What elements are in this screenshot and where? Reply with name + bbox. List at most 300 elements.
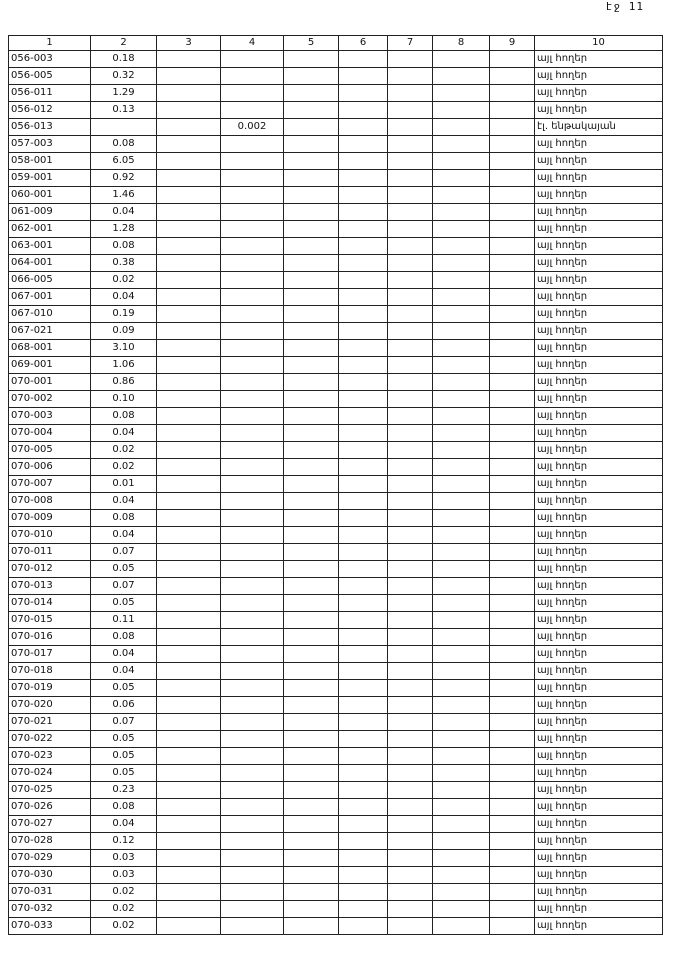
cell-c3 (157, 663, 221, 680)
cell-c6 (339, 187, 388, 204)
cell-c10: այլ հողեր (535, 884, 663, 901)
cell-c1: 064-001 (9, 255, 91, 272)
cell-c4: 0.002 (221, 119, 284, 136)
cell-c3 (157, 442, 221, 459)
cell-c1: 070-015 (9, 612, 91, 629)
cell-c5 (284, 255, 339, 272)
cell-c3 (157, 425, 221, 442)
cell-c7 (388, 816, 433, 833)
cell-c1: 061-009 (9, 204, 91, 221)
cell-c2: 0.08 (91, 136, 157, 153)
cell-c10: այլ հողեր (535, 527, 663, 544)
cell-c8 (433, 629, 490, 646)
cell-c4 (221, 476, 284, 493)
cell-c10: այլ հողեր (535, 765, 663, 782)
cell-c2: 0.07 (91, 544, 157, 561)
cell-c1: 056-005 (9, 68, 91, 85)
cell-c7 (388, 306, 433, 323)
table-row (9, 425, 663, 442)
cell-c8 (433, 765, 490, 782)
cell-c2: 0.03 (91, 867, 157, 884)
cell-c3 (157, 408, 221, 425)
cell-c2: 0.08 (91, 799, 157, 816)
cell-c8 (433, 867, 490, 884)
cell-c1: 070-004 (9, 425, 91, 442)
cell-c10: այլ հողեր (535, 357, 663, 374)
cell-c10: այլ հողեր (535, 544, 663, 561)
cell-c1: 070-003 (9, 408, 91, 425)
cell-c10: այլ հողեր (535, 255, 663, 272)
cell-c10: այլ հողեր (535, 391, 663, 408)
cell-c6 (339, 595, 388, 612)
cell-c8 (433, 782, 490, 799)
cell-c9 (490, 170, 535, 187)
cell-c9 (490, 731, 535, 748)
cell-c3 (157, 578, 221, 595)
cell-c7 (388, 714, 433, 731)
table-row (9, 867, 663, 884)
table-row (9, 816, 663, 833)
cell-c9 (490, 85, 535, 102)
table-row (9, 901, 663, 918)
cell-c6 (339, 391, 388, 408)
cell-c3 (157, 765, 221, 782)
cell-c2: 0.04 (91, 289, 157, 306)
cell-c8 (433, 459, 490, 476)
table-row (9, 595, 663, 612)
cell-c1: 056-011 (9, 85, 91, 102)
cell-c2: 1.29 (91, 85, 157, 102)
cell-c5 (284, 68, 339, 85)
cell-c2: 0.10 (91, 391, 157, 408)
cell-c7 (388, 476, 433, 493)
cell-c1: 070-016 (9, 629, 91, 646)
cell-c6 (339, 663, 388, 680)
cell-c9 (490, 578, 535, 595)
page-number: էջ 11 (605, 0, 644, 13)
cell-c6 (339, 170, 388, 187)
cell-c4 (221, 680, 284, 697)
cell-c8 (433, 544, 490, 561)
cell-c7 (388, 51, 433, 68)
cell-c1: 070-019 (9, 680, 91, 697)
cell-c5 (284, 799, 339, 816)
cell-c9 (490, 663, 535, 680)
cell-c9 (490, 680, 535, 697)
cell-c3 (157, 629, 221, 646)
cell-c2: 0.02 (91, 884, 157, 901)
cell-c4 (221, 238, 284, 255)
cell-c9 (490, 765, 535, 782)
cell-c5 (284, 374, 339, 391)
table-body (9, 51, 663, 935)
cell-c6 (339, 527, 388, 544)
cell-c5 (284, 119, 339, 136)
cell-c3 (157, 153, 221, 170)
cell-c2: 0.04 (91, 204, 157, 221)
cell-c1: 070-022 (9, 731, 91, 748)
cell-c5 (284, 901, 339, 918)
cell-c4 (221, 459, 284, 476)
cell-c5 (284, 238, 339, 255)
cell-c7 (388, 595, 433, 612)
table-row (9, 680, 663, 697)
cell-c1: 070-010 (9, 527, 91, 544)
cell-c1: 070-007 (9, 476, 91, 493)
cell-c8 (433, 323, 490, 340)
cell-c10: այլ հողեր (535, 221, 663, 238)
cell-c3 (157, 119, 221, 136)
cell-c7 (388, 153, 433, 170)
cell-c1: 056-013 (9, 119, 91, 136)
cell-c7 (388, 221, 433, 238)
cell-c2: 0.04 (91, 646, 157, 663)
cell-c5 (284, 748, 339, 765)
cell-c9 (490, 544, 535, 561)
cell-c4 (221, 612, 284, 629)
cell-c10: այլ հողեր (535, 612, 663, 629)
cell-c5 (284, 714, 339, 731)
cell-c3 (157, 833, 221, 850)
cell-c9 (490, 221, 535, 238)
cell-c1: 070-029 (9, 850, 91, 867)
cell-c8 (433, 578, 490, 595)
cell-c9 (490, 306, 535, 323)
cell-c1: 056-003 (9, 51, 91, 68)
cell-c5 (284, 323, 339, 340)
cell-c7 (388, 561, 433, 578)
cell-c5 (284, 527, 339, 544)
cell-c10: այլ հողեր (535, 459, 663, 476)
cell-c8 (433, 391, 490, 408)
cell-c5 (284, 646, 339, 663)
cell-c6 (339, 459, 388, 476)
cell-c6 (339, 289, 388, 306)
cell-c1: 067-001 (9, 289, 91, 306)
cell-c9 (490, 833, 535, 850)
cell-c9 (490, 459, 535, 476)
cell-c4 (221, 782, 284, 799)
cell-c4 (221, 153, 284, 170)
cell-c4 (221, 272, 284, 289)
cell-c3 (157, 612, 221, 629)
cell-c2: 0.04 (91, 527, 157, 544)
cell-c3 (157, 697, 221, 714)
cell-c5 (284, 153, 339, 170)
cell-c8 (433, 799, 490, 816)
cell-c3 (157, 187, 221, 204)
cell-c6 (339, 425, 388, 442)
cell-c7 (388, 629, 433, 646)
cell-c3 (157, 68, 221, 85)
cell-c4 (221, 799, 284, 816)
cell-c4 (221, 748, 284, 765)
cell-c8 (433, 408, 490, 425)
cell-c8 (433, 748, 490, 765)
cell-c4 (221, 442, 284, 459)
cell-c9 (490, 255, 535, 272)
cell-c4 (221, 323, 284, 340)
table-row (9, 884, 663, 901)
cell-c9 (490, 493, 535, 510)
cell-c3 (157, 255, 221, 272)
table-row (9, 340, 663, 357)
cell-c9 (490, 425, 535, 442)
header-cell: 8 (433, 36, 490, 51)
cell-c1: 070-024 (9, 765, 91, 782)
cell-c1: 070-002 (9, 391, 91, 408)
cell-c1: 070-001 (9, 374, 91, 391)
cell-c7 (388, 408, 433, 425)
cell-c6 (339, 731, 388, 748)
cell-c2: 1.46 (91, 187, 157, 204)
cell-c1: 059-001 (9, 170, 91, 187)
cell-c10: այլ հողեր (535, 51, 663, 68)
cell-c4 (221, 884, 284, 901)
table-row (9, 102, 663, 119)
cell-c5 (284, 697, 339, 714)
cell-c10: այլ հողեր (535, 442, 663, 459)
cell-c8 (433, 187, 490, 204)
cell-c3 (157, 136, 221, 153)
cell-c7 (388, 510, 433, 527)
cell-c10: այլ հողեր (535, 323, 663, 340)
cell-c3 (157, 901, 221, 918)
cell-c10: այլ հողեր (535, 510, 663, 527)
cell-c7 (388, 272, 433, 289)
cell-c5 (284, 493, 339, 510)
cell-c9 (490, 374, 535, 391)
header-cell: 7 (388, 36, 433, 51)
cell-c7 (388, 136, 433, 153)
cell-c8 (433, 663, 490, 680)
cell-c1: 068-001 (9, 340, 91, 357)
cell-c2: 0.04 (91, 816, 157, 833)
cell-c6 (339, 272, 388, 289)
cell-c7 (388, 102, 433, 119)
cell-c8 (433, 170, 490, 187)
cell-c4 (221, 340, 284, 357)
cell-c4 (221, 578, 284, 595)
cell-c5 (284, 816, 339, 833)
cell-c8 (433, 204, 490, 221)
cell-c8 (433, 731, 490, 748)
cell-c2: 0.05 (91, 748, 157, 765)
cell-c4 (221, 204, 284, 221)
cell-c9 (490, 629, 535, 646)
cell-c3 (157, 459, 221, 476)
cell-c8 (433, 918, 490, 935)
cell-c6 (339, 782, 388, 799)
cell-c6 (339, 884, 388, 901)
cell-c5 (284, 544, 339, 561)
cell-c2: 0.09 (91, 323, 157, 340)
cell-c8 (433, 646, 490, 663)
cell-c7 (388, 425, 433, 442)
cell-c5 (284, 833, 339, 850)
cell-c7 (388, 901, 433, 918)
header-row (9, 36, 663, 51)
cell-c6 (339, 255, 388, 272)
table-row (9, 493, 663, 510)
table-row (9, 782, 663, 799)
cell-c4 (221, 357, 284, 374)
cell-c8 (433, 306, 490, 323)
cell-c2: 0.04 (91, 425, 157, 442)
cell-c5 (284, 102, 339, 119)
cell-c9 (490, 901, 535, 918)
cell-c6 (339, 646, 388, 663)
cell-c2: 0.19 (91, 306, 157, 323)
table-row (9, 170, 663, 187)
cell-c10: այլ հողեր (535, 289, 663, 306)
cell-c5 (284, 221, 339, 238)
cell-c3 (157, 170, 221, 187)
cell-c8 (433, 357, 490, 374)
cell-c5 (284, 918, 339, 935)
cell-c4 (221, 816, 284, 833)
cell-c10: այլ հողեր (535, 816, 663, 833)
cell-c9 (490, 187, 535, 204)
cell-c6 (339, 442, 388, 459)
cell-c2: 0.02 (91, 901, 157, 918)
cell-c6 (339, 408, 388, 425)
cell-c3 (157, 867, 221, 884)
table-row (9, 663, 663, 680)
cell-c10: այլ հողեր (535, 340, 663, 357)
cell-c7 (388, 85, 433, 102)
cell-c7 (388, 459, 433, 476)
cell-c3 (157, 238, 221, 255)
cell-c8 (433, 255, 490, 272)
cell-c1: 070-014 (9, 595, 91, 612)
cell-c5 (284, 340, 339, 357)
cell-c5 (284, 85, 339, 102)
cell-c9 (490, 799, 535, 816)
cell-c1: 070-006 (9, 459, 91, 476)
cell-c9 (490, 289, 535, 306)
cell-c6 (339, 340, 388, 357)
cell-c6 (339, 901, 388, 918)
cell-c8 (433, 51, 490, 68)
header-cell: 1 (9, 36, 91, 51)
cell-c4 (221, 646, 284, 663)
cell-c10: այլ հողեր (535, 714, 663, 731)
cell-c8 (433, 595, 490, 612)
cell-c7 (388, 187, 433, 204)
cell-c7 (388, 680, 433, 697)
cell-c4 (221, 408, 284, 425)
cell-c8 (433, 238, 490, 255)
cell-c7 (388, 578, 433, 595)
cell-c6 (339, 119, 388, 136)
table-row (9, 646, 663, 663)
cell-c9 (490, 816, 535, 833)
table-row (9, 85, 663, 102)
cell-c8 (433, 221, 490, 238)
cell-c3 (157, 646, 221, 663)
cell-c2: 0.38 (91, 255, 157, 272)
cell-c5 (284, 850, 339, 867)
cell-c9 (490, 119, 535, 136)
cell-c7 (388, 697, 433, 714)
table-row (9, 119, 663, 136)
cell-c7 (388, 884, 433, 901)
cell-c8 (433, 901, 490, 918)
cell-c4 (221, 697, 284, 714)
cell-c2: 0.86 (91, 374, 157, 391)
cell-c3 (157, 272, 221, 289)
cell-c7 (388, 527, 433, 544)
cell-c1: 070-017 (9, 646, 91, 663)
cell-c2: 0.02 (91, 272, 157, 289)
cell-c3 (157, 816, 221, 833)
cell-c10: այլ հողեր (535, 187, 663, 204)
cell-c3 (157, 748, 221, 765)
table-row (9, 918, 663, 935)
cell-c10: այլ հողեր (535, 629, 663, 646)
cell-c6 (339, 510, 388, 527)
cell-c10: այլ հողեր (535, 578, 663, 595)
cell-c8 (433, 527, 490, 544)
cell-c6 (339, 918, 388, 935)
cell-c1: 070-018 (9, 663, 91, 680)
cell-c8 (433, 68, 490, 85)
cell-c10: այլ հողեր (535, 136, 663, 153)
cell-c8 (433, 289, 490, 306)
cell-c10: էլ. ենթակայան (535, 119, 663, 136)
cell-c10: այլ հողեր (535, 748, 663, 765)
cell-c8 (433, 493, 490, 510)
cell-c10: այլ հողեր (535, 408, 663, 425)
cell-c10: այլ հողեր (535, 425, 663, 442)
cell-c9 (490, 884, 535, 901)
cell-c7 (388, 765, 433, 782)
cell-c1: 070-013 (9, 578, 91, 595)
cell-c8 (433, 833, 490, 850)
header-cell: 9 (490, 36, 535, 51)
cell-c10: այլ հողեր (535, 646, 663, 663)
cell-c7 (388, 748, 433, 765)
cell-c8 (433, 612, 490, 629)
cell-c3 (157, 51, 221, 68)
cell-c10: այլ հողեր (535, 102, 663, 119)
cell-c2: 0.02 (91, 442, 157, 459)
cell-c10: այլ հողեր (535, 170, 663, 187)
cell-c10: այլ հողեր (535, 799, 663, 816)
cell-c2: 3.10 (91, 340, 157, 357)
cell-c8 (433, 102, 490, 119)
cell-c3 (157, 340, 221, 357)
header-cell: 5 (284, 36, 339, 51)
cell-c10: այլ հողեր (535, 561, 663, 578)
cell-c9 (490, 527, 535, 544)
cell-c9 (490, 476, 535, 493)
cell-c1: 070-031 (9, 884, 91, 901)
cell-c10: այլ հողեր (535, 476, 663, 493)
cell-c8 (433, 561, 490, 578)
cell-c7 (388, 850, 433, 867)
cell-c4 (221, 527, 284, 544)
cell-c1: 067-010 (9, 306, 91, 323)
cell-c10: այլ հողեր (535, 833, 663, 850)
cell-c1: 070-023 (9, 748, 91, 765)
cell-c6 (339, 629, 388, 646)
cell-c5 (284, 391, 339, 408)
cell-c2: 0.07 (91, 714, 157, 731)
table-row (9, 612, 663, 629)
cell-c5 (284, 629, 339, 646)
